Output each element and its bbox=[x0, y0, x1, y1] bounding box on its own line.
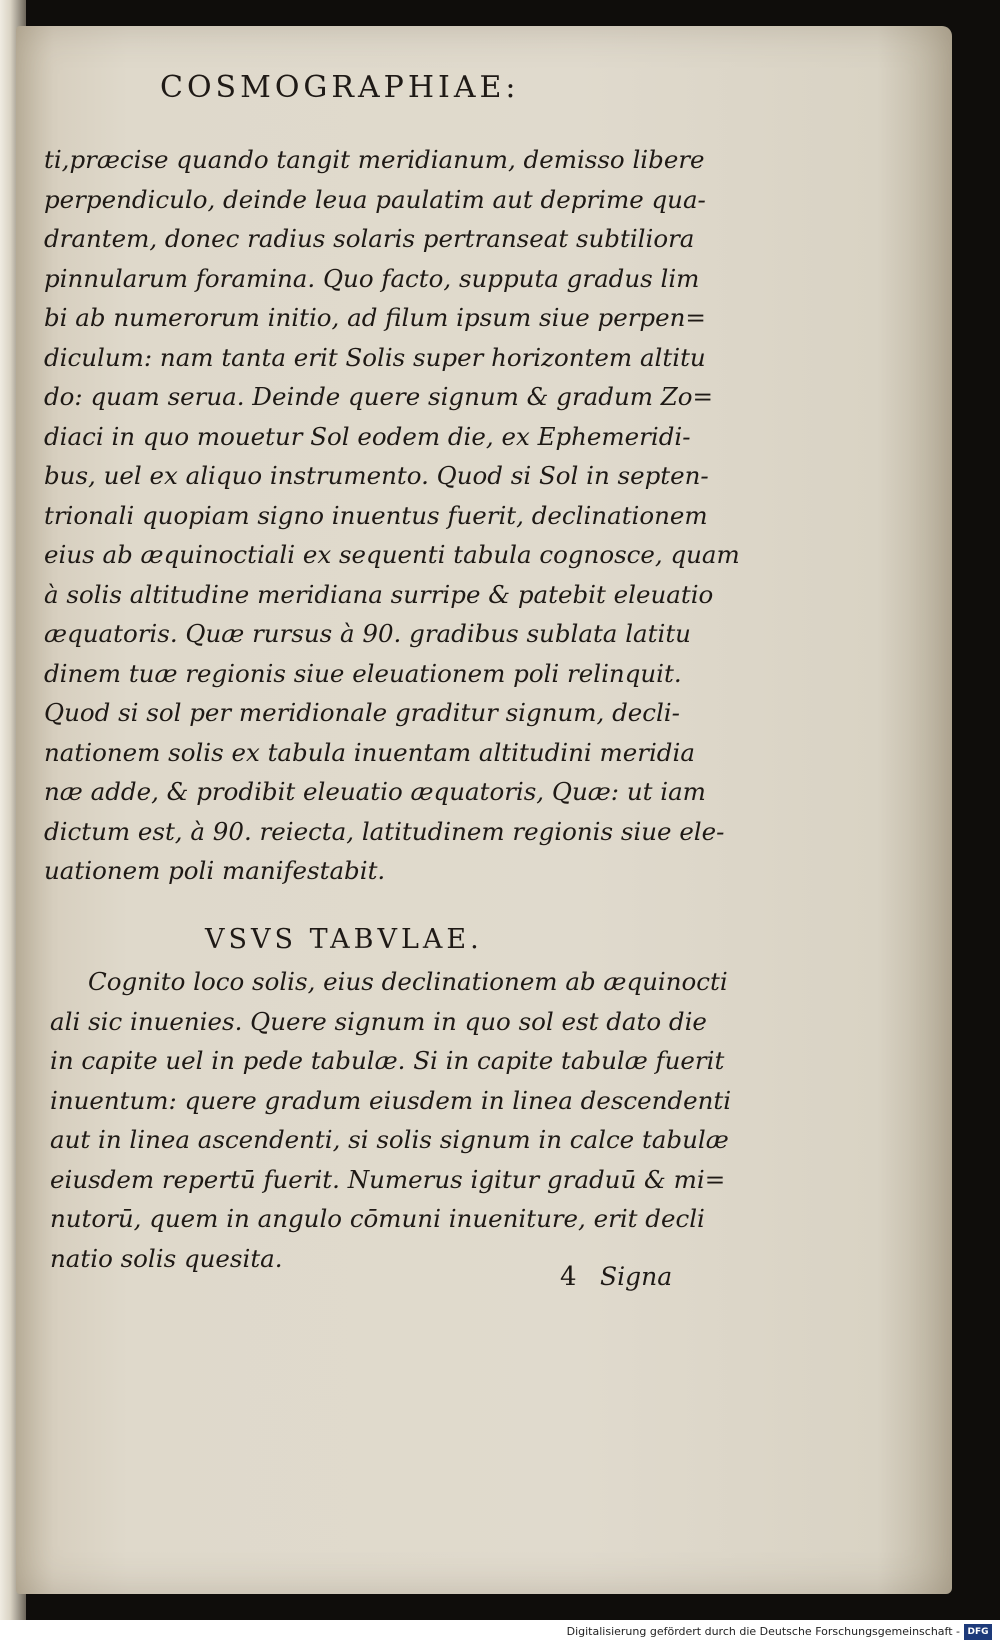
text-line: diaci in quo mouetur Sol eodem die, ex Ephemeridi- bbox=[44, 421, 691, 451]
text-line: perpendiculo, deinde leua paulatim aut deprime qua- bbox=[44, 184, 706, 214]
text-line: in capite uel in pede tabulæ. Si in capite tabulæ fuerit bbox=[50, 1046, 725, 1075]
text-line: nationem solis ex tabula inuentam altitudini meridia bbox=[44, 737, 695, 767]
section-text bbox=[50, 962, 740, 1278]
text-line: bi ab numerorum initio, ad filum ipsum siue perpen= bbox=[44, 303, 706, 332]
text-line: drantem, donec radius solaris pertranseat subtiliora bbox=[44, 224, 695, 253]
text-line: ti,præcise quando tangit meridianum, demisso libere bbox=[44, 145, 705, 174]
section-heading: VSVS TABVLAE. bbox=[205, 924, 483, 955]
text-line: diculum: nam tanta erit Solis super horizontem altitu bbox=[44, 342, 706, 372]
text-line: uationem poli manifestabit. bbox=[44, 856, 386, 885]
page-number: 4 bbox=[560, 1262, 577, 1292]
text-line: bus, uel ex aliquo instrumento. Quod si Sol in septen- bbox=[44, 461, 709, 490]
text-line: nutorū, quem in angulo cōmuni inueniture, erit decli bbox=[50, 1204, 705, 1233]
text-line: aut in linea ascendenti, si solis signum in calce tabulæ bbox=[50, 1125, 729, 1154]
credit-bar bbox=[0, 1620, 1000, 1645]
text-line: næ adde, & prodibit eleuatio æquatoris, Quæ: ut iam bbox=[44, 777, 706, 806]
text-line: natio solis quesita. bbox=[50, 1243, 283, 1273]
text-line: Quod si sol per meridionale graditur signum, decli- bbox=[44, 698, 680, 727]
text-line: trionali quopiam signo inuentus fuerit, declinationem bbox=[44, 500, 708, 530]
text-line: æquatoris. Quæ rursus à 90. gradibus sublata latitu bbox=[44, 619, 691, 648]
text-line: dictum est, à 90. reiecta, latitudinem regionis siue ele- bbox=[44, 816, 725, 846]
text-line: dinem tuæ regionis siue eleuationem poli relinquit. bbox=[44, 658, 682, 688]
text-line: do: quam serua. Deinde quere signum & gradum Zo= bbox=[44, 382, 714, 411]
text-line: pinnularum foramina. Quo facto, supputa gradus lim bbox=[44, 263, 700, 293]
credit-text: Digitalisierung gefördert durch die Deutsche Forschungsgemeinschaft - bbox=[566, 1625, 960, 1638]
body-text bbox=[44, 140, 744, 891]
text-line: eiusdem repertū fuerit. Numerus igitur graduū & mi= bbox=[50, 1164, 726, 1194]
text-line: ali sic inuenies. Quere signum in quo sol est dato die bbox=[50, 1006, 707, 1036]
text-line: eius ab æquinoctiali ex sequenti tabula cognosce, quam bbox=[44, 540, 740, 569]
catchword: Signa bbox=[600, 1262, 673, 1291]
dfg-logo-icon: DFG bbox=[964, 1624, 992, 1640]
text-line: inuentum: quere gradum eiusdem in linea descendenti bbox=[50, 1085, 732, 1115]
text-line: à solis altitudine meridiana surripe & patebit eleuatio bbox=[44, 579, 714, 609]
text-line: Cognito loco solis, eius declinationem ab æquinocti bbox=[88, 967, 728, 996]
running-title: COSMOGRAPHIAE: bbox=[160, 70, 520, 105]
